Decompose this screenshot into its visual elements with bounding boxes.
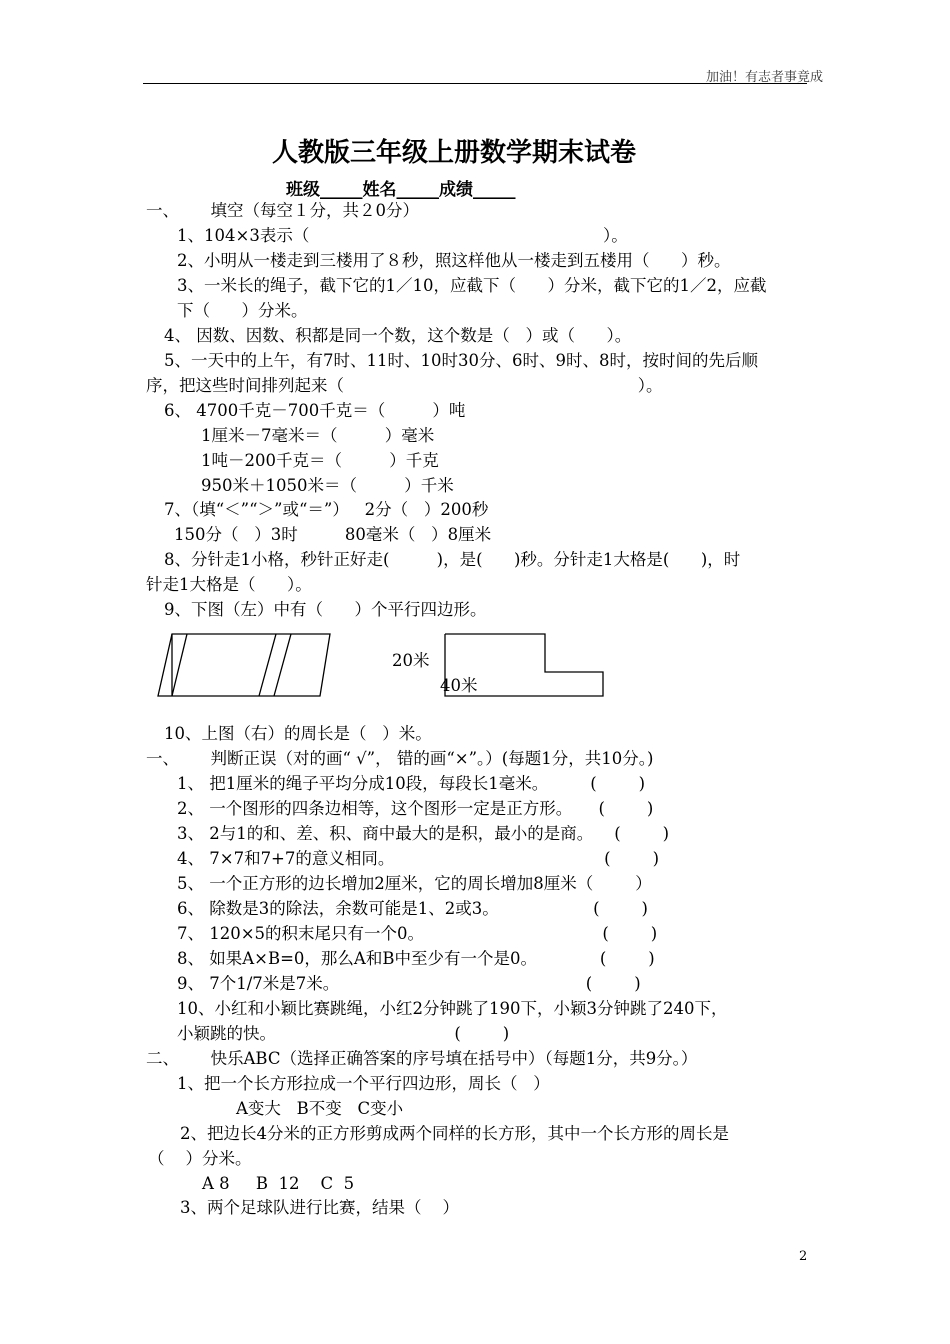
section3-heading: 二、 快乐ABC（选择正确答案的序号填在括号中）（每题1分，共9分。） (146, 1049, 698, 1068)
judge-q1: 1、 把1厘米的绳子平均分成10段，每段长1毫米。 ( ) (177, 774, 646, 793)
judge-q4: 4、 7×7和7+7的意义相同。 ( ) (177, 849, 660, 868)
fill-q6-line4: 950米＋1050米＝（ ）千米 (201, 476, 454, 495)
judge-q10-line1: 10、小红和小颖比赛跳绳，小红2分钟跳了190下，小颖3分钟跳了240下， (177, 999, 728, 1018)
diagonal-line-2 (259, 634, 276, 696)
choice-q1-options: A变大 B不变 C变小 (236, 1099, 404, 1118)
fill-q2: 2、小明从一楼走到三楼用了８秒，照这样他从一楼走到五楼用（ ）秒。 (177, 251, 731, 270)
fill-q8-line2: 针走1大格是（ ）。 (146, 575, 312, 594)
fill-q3-line2: 下（ ）分米。 (177, 301, 308, 320)
fill-q6-line3: 1吨－200千克＝（ ）千克 (201, 451, 439, 470)
fill-q7-line1: 7、（填“＜”“＞”或“＝”） 2分（ ）200秒 (164, 500, 489, 519)
fill-q10: 10、上图（右）的周长是（ ）米。 (164, 724, 432, 743)
fill-q5-line2: 序，把这些时间排列起来（ ）。 (146, 376, 663, 395)
page-number: 2 (799, 1249, 808, 1264)
choice-q2-line2: （ ）分米。 (148, 1149, 252, 1168)
fill-q4: 4、 因数、因数、积都是同一个数，这个数是（ ）或（ ）。 (164, 326, 632, 345)
fill-q8-line1: 8、分针走1小格，秒针正好走( )，是( )秒。分针走1大格是( )，时 (164, 550, 741, 569)
judge-q2: 2、 一个图形的四条边相等，这个图形一定是正方形。 ( ) (177, 799, 654, 818)
parallelogram-outline (158, 634, 330, 696)
choice-q1: 1、把一个长方形拉成一个平行四边形，周长（ ） (177, 1074, 550, 1093)
choice-q2-options: A 8 B 12 C 5 (202, 1174, 355, 1193)
figure-length-label: 40米 (440, 676, 478, 695)
fill-q9: 9、下图（左）中有（ ）个平行四边形。 (164, 600, 487, 619)
header-motto: 加油！有志者事竟成 (706, 70, 824, 85)
diagonal-line-3 (274, 634, 291, 696)
choice-q2-line1: 2、把边长4分米的正方形剪成两个同样的长方形，其中一个长方形的周长是 (180, 1124, 729, 1143)
fill-q6-line2: 1厘米－7毫米＝（ ）毫米 (201, 426, 435, 445)
page-title: 人教版三年级上册数学期末试卷 (272, 138, 637, 168)
judge-q10-line2: 小颖跳的快。 ( ) (177, 1024, 510, 1043)
section1-heading: 一、 填空（每空１分，共２0分） (146, 201, 419, 220)
choice-q3: 3、两个足球队进行比赛，结果（ ） (180, 1198, 459, 1217)
fill-q3-line1: 3、一米长的绳子，截下它的1／10，应截下（ ）分米，截下它的1／2，应截 (177, 276, 767, 295)
student-info-line: 班级_____姓名_____成绩_____ (286, 180, 516, 200)
parallelogram-figure (150, 628, 340, 703)
judge-q6: 6、 除数是3的除法，余数可能是1、2或3。 ( ) (177, 899, 648, 918)
judge-q3: 3、 2与1的和、差、积、商中最大的是积，最小的是商。 ( ) (177, 824, 670, 843)
fill-q1: 1、104×3表示（ ）。 (177, 226, 628, 245)
judge-q5: 5、 一个正方形的边长增加2厘米，它的周长增加8厘米（ ） (177, 874, 652, 893)
figure-width-label: 20米 (392, 651, 430, 670)
judge-q9: 9、 7个1/7米是7米。 ( ) (177, 974, 641, 993)
fill-q5-line1: 5、一天中的上午，有7时、11时、10时30分、6时、9时、8时，按时间的先后顺 (164, 351, 758, 370)
judge-q8: 8、 如果A×B=0，那么A和B中至少有一个是0。 ( ) (177, 949, 655, 968)
fill-q6-line1: 6、 4700千克－700千克＝（ ）吨 (164, 401, 466, 420)
fill-q7-line2: 150分（ ）3时 80毫米（ ）8厘米 (174, 525, 492, 544)
section2-heading: 一、 判断正误（对的画“ √”， 错的画“×”。）(每题1分，共10分。) (146, 749, 654, 768)
diagonal-line-1 (172, 634, 187, 696)
header-rule (143, 83, 807, 84)
judge-q7: 7、 120×5的积末尾只有一个0。 ( ) (177, 924, 658, 943)
